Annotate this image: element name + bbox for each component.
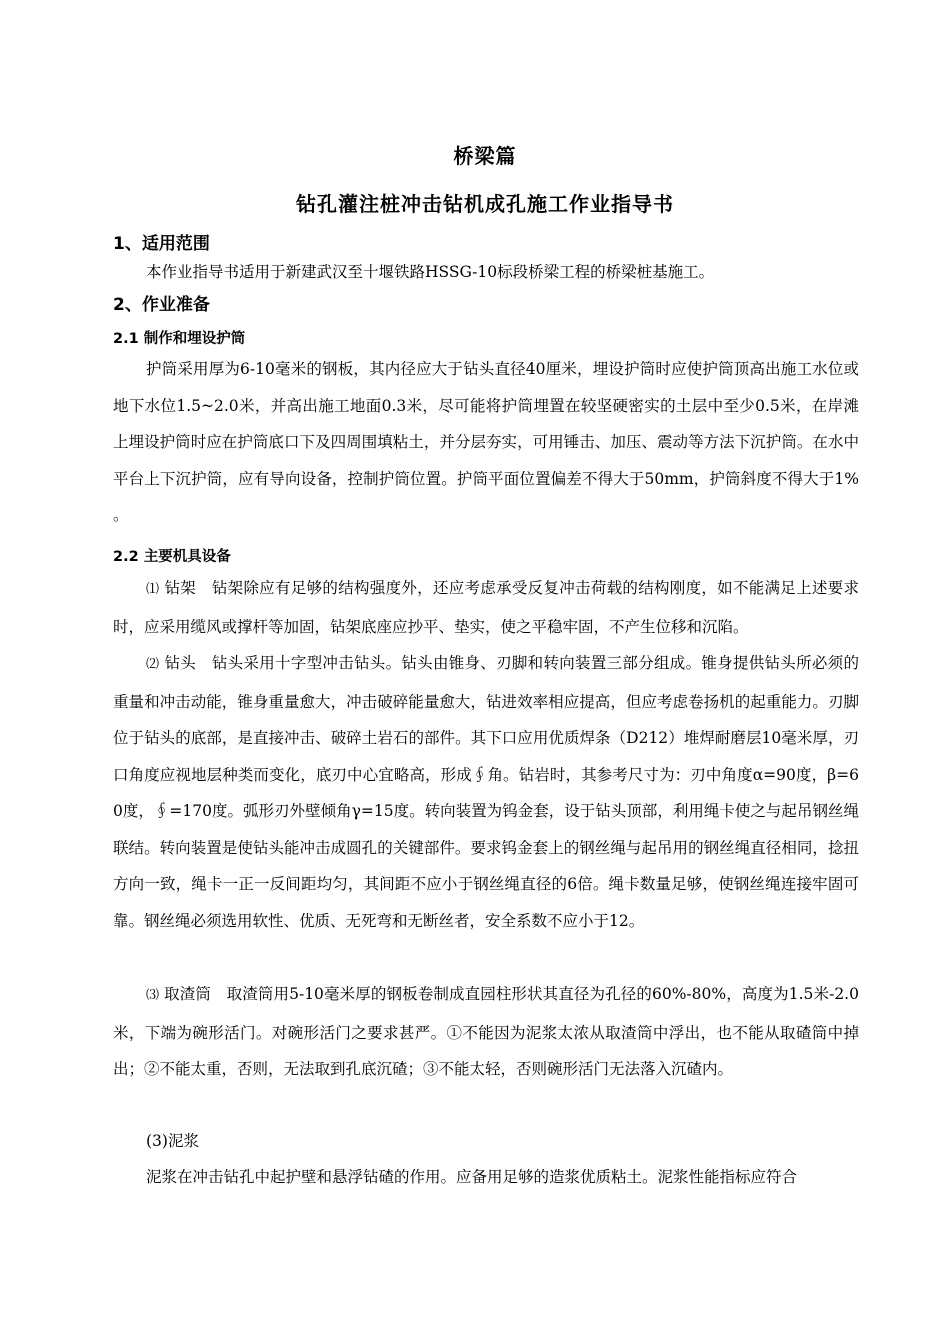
- section-2-heading: 2、作业准备: [113, 295, 210, 315]
- item-1-paragraph: [113, 570, 859, 645]
- section-2-1-heading: 2.1 制作和埋设护筒: [113, 331, 246, 347]
- item-2-paragraph: [113, 645, 859, 939]
- section-2-2-heading: 2.2 主要机具设备: [113, 549, 231, 565]
- item-1-text: 钻架 钻架除应有足够的结构强度外，还应考虑承受反复冲击荷载的结构刚度，如不能满足上述要求时，应采用缆风或撑杆等加固，钻架底座应抄平、垫实，使之平稳牢固，不产生位移和沉陷。: [113, 579, 859, 636]
- item-4-paragraph: 泥浆在冲击钻孔中起护壁和悬浮钻碴的作用。应备用足够的造浆优质粘土。泥浆性能指标应符合: [146, 1168, 798, 1186]
- item-1-label: ⑴: [146, 582, 160, 597]
- item-3-text: 取渣筒 取渣筒用5-10毫米厚的钢板卷制成直园柱形状其直径为孔径的60%-80%，高度为1.5米-2.0米，下端为碗形活门。对碗形活门之要求甚严。①不能因为泥浆太浓从取渣筒中浮出，也不能从取碴筒中掉出；②不能太重，否则，无法取到孔底沉碴；③不能太轻，否则碗形活门无法落入沉碴内。: [113, 985, 859, 1078]
- section-1-heading: 1、适用范围: [113, 234, 210, 254]
- document-title: 桥梁篇: [453, 144, 517, 168]
- section-2-1-paragraph: 护筒采用厚为6-10毫米的钢板，其内径应大于钻头直径40厘米，埋设护筒时应使护筒顶高出施工水位或地下水位1.5~2.0米，并高出施工地面0.3米，尽可能将护筒埋置在较坚硬密实的土层中至少0.5米，在岸滩上埋设护筒时应在护筒底口下及四周围填粘土，并分层夯实，可用锤击、加压、震动等方法下沉护筒。在水中平台上下沉护筒，应有导向设备，控制护筒位置。护筒平面位置偏差不得大于50mm，护筒斜度不得大于1% 。: [113, 360, 859, 524]
- item-2-label: ⑵: [146, 657, 160, 672]
- item-3-paragraph: [113, 976, 859, 1088]
- item-4-heading: (3)泥浆: [146, 1132, 199, 1150]
- item-3-label: ⑶: [146, 988, 160, 1003]
- item-2-text: 钻头 钻头采用十字型冲击钻头。钻头由锥身、刃脚和转向装置三部分组成。锥身提供钻头所必须的重量和冲击动能，锥身重量愈大，冲击破碎能量愈大，钻进效率相应提高，但应考虑卷扬机的起重能力。刃脚位于钻头的底部，是直接冲击、破碎土岩石的部件。其下口应用优质焊条（D212）堆焊耐磨层10毫米厚，刃口角度应视地层种类而变化，底刃中心宜略高，形成∮角。钻岩时，其参考尺寸为：刃中角度α=90度，β=60度，∮=170度。弧形刃外壁倾角γ=15度。转向装置为钨金套，设于钻头顶部，利用绳卡使之与起吊钢丝绳联结。转向装置是使钻头能冲击成圆孔的关键部件。要求钨金套上的钢丝绳与起吊用的钢丝绳直径相同，捻扭方向一致，绳卡一正一反间距均匀，其间距不应小于钢丝绳直径的6倍。绳卡数量足够，使钢丝绳连接牢固可靠。钢丝绳必须选用软性、优质、无死弯和无断丝者，安全系数不应小于12。: [113, 654, 859, 930]
- section-1-paragraph: 本作业指导书适用于新建武汉至十堰铁路HSSG-10标段桥梁工程的桥梁桩基施工。: [146, 263, 715, 281]
- document-subtitle: 钻孔灌注桩冲击钻机成孔施工作业指导书: [296, 192, 674, 216]
